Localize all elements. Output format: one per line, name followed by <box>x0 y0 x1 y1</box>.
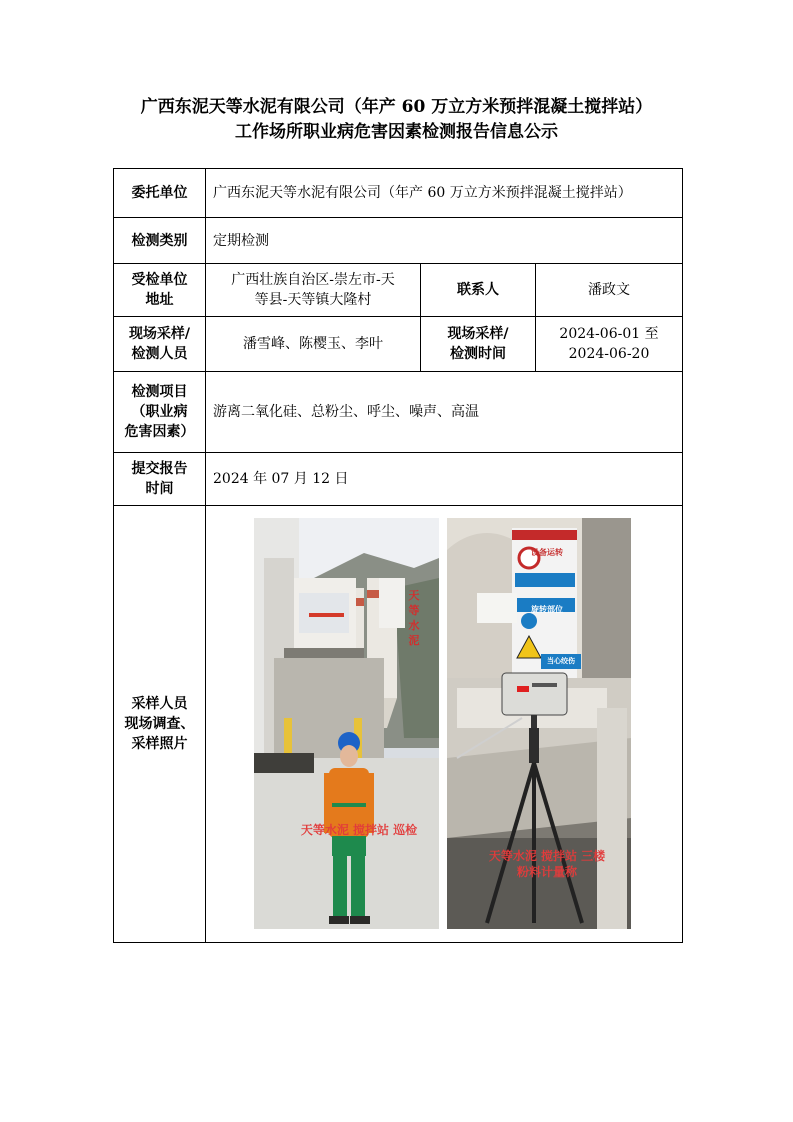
report-title-line-2: 工作场所职业病危害因素检测报告信息公示 <box>235 122 558 142</box>
photo2-sign-3: 当心绞伤 <box>541 654 581 669</box>
submit-label <box>114 453 206 506</box>
photo1-sign-text: 天等水泥 <box>408 589 420 647</box>
photo2-caption-line-2: 粉料计量称 <box>516 865 577 879</box>
row-address <box>114 264 683 317</box>
submit-value: 2024 年 07 月 12 日 <box>206 453 683 506</box>
time-value-line-1: 2024-06-01 至 <box>559 326 659 342</box>
address-value-line-1: 广西壮族自治区-崇左市-天 <box>231 272 395 288</box>
row-photos <box>114 506 683 943</box>
site-photo-sampler <box>447 518 631 929</box>
address-value <box>206 264 421 317</box>
address-label-line-1: 受检单位 <box>131 272 188 288</box>
row-items <box>114 372 683 453</box>
photos-label-line-2: 现场调查、 <box>124 716 195 732</box>
items-label-line-1: 检测项目 <box>131 384 188 400</box>
staff-label <box>114 317 206 372</box>
site-photo-worker <box>254 518 439 929</box>
submit-label-line-1: 提交报告 <box>131 461 188 477</box>
photos-label-line-3: 采样照片 <box>131 736 188 752</box>
row-submit <box>114 453 683 506</box>
address-label-line-2: 地址 <box>145 292 174 308</box>
report-table <box>113 168 683 943</box>
items-label-line-3: 危害因素） <box>124 424 195 440</box>
items-label-line-2: （职业病 <box>131 404 188 420</box>
items-value: 游离二氧化硅、总粉尘、呼尘、噪声、高温 <box>206 372 683 453</box>
row-staff-time <box>114 317 683 372</box>
items-label <box>114 372 206 453</box>
row-client <box>114 169 683 218</box>
staff-label-line-2: 检测人员 <box>131 346 188 362</box>
time-label-line-1: 现场采样/ <box>447 326 509 342</box>
report-title-line-1: 广西东泥天等水泥有限公司（年产 60 万立方米预拌混凝土搅拌站） <box>140 97 653 117</box>
time-label <box>421 317 536 372</box>
address-value-line-2: 等县-天等镇大隆村 <box>254 292 372 308</box>
staff-label-line-1: 现场采样/ <box>128 326 191 342</box>
address-label <box>114 264 206 317</box>
time-label-line-2: 检测时间 <box>450 346 506 362</box>
submit-label-line-2: 时间 <box>145 481 174 497</box>
client-value: 广西东泥天等水泥有限公司（年产 60 万立方米预拌混凝土搅拌站） <box>206 169 683 218</box>
photo2-sign-2: 旋转部位 <box>531 605 563 614</box>
contact-value: 潘政文 <box>536 264 683 317</box>
time-value <box>536 317 683 372</box>
worker-photo-image <box>254 518 439 929</box>
row-type <box>114 218 683 264</box>
photo2-caption-line-1: 天等水泥 搅拌站 三楼 <box>488 849 606 863</box>
client-label: 委托单位 <box>114 169 206 218</box>
contact-label: 联系人 <box>421 264 536 317</box>
type-label: 检测类别 <box>114 218 206 264</box>
photos-label <box>114 506 206 943</box>
type-value: 定期检测 <box>206 218 683 264</box>
time-value-line-2: 2024-06-20 <box>568 346 650 362</box>
photos-container <box>206 506 682 942</box>
photo1-caption: 天等水泥 搅拌站 巡检 <box>300 823 418 837</box>
photos-cell <box>206 506 683 943</box>
photos-label-line-1: 采样人员 <box>131 696 188 712</box>
staff-value: 潘雪峰、陈樱玉、李叶 <box>206 317 421 372</box>
photo2-sign-1: 设备运转 <box>531 548 563 557</box>
